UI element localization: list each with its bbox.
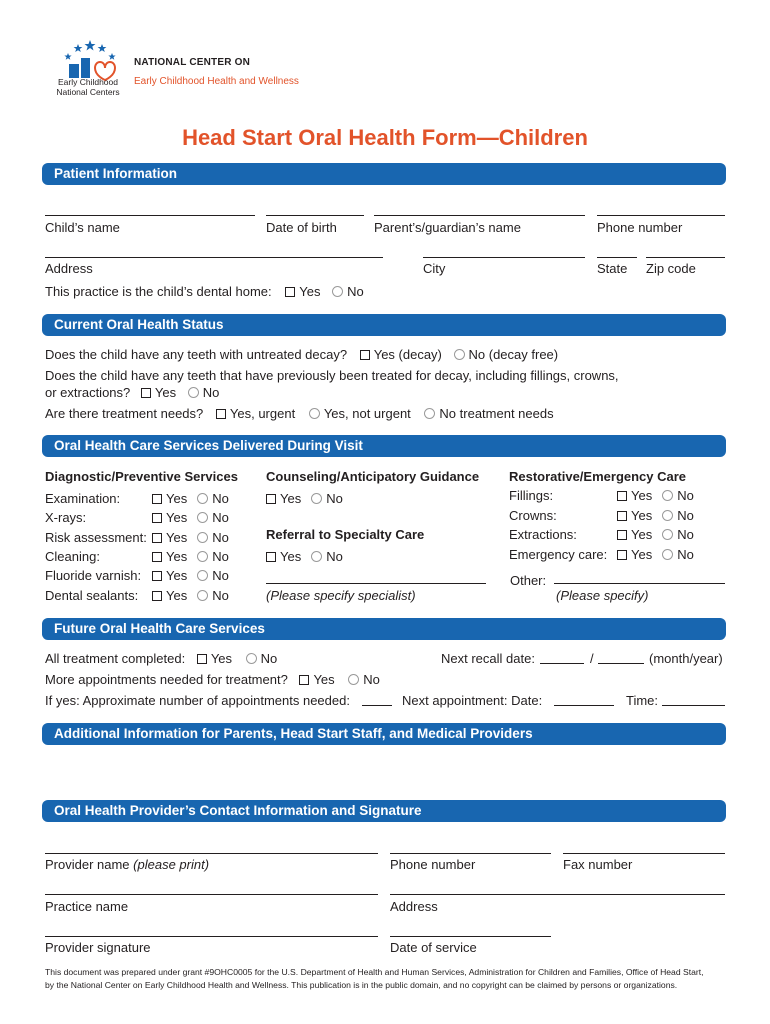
yes-option[interactable]: Yes bbox=[152, 491, 187, 506]
dental-home-no[interactable]: No bbox=[332, 284, 364, 299]
city-label: City bbox=[423, 261, 446, 276]
restorative-row-extractions: Extractions: Yes No bbox=[509, 527, 694, 542]
restorative-row-emergency: Emergency care: Yes No bbox=[509, 547, 694, 562]
restorative-row-fillings: Fillings: Yes No bbox=[509, 488, 694, 503]
checkbox-icon[interactable] bbox=[152, 513, 162, 523]
checkbox-icon[interactable] bbox=[285, 287, 295, 297]
checkbox-icon[interactable] bbox=[152, 494, 162, 504]
radio-icon[interactable] bbox=[197, 570, 208, 581]
restorative-row-crowns: Crowns: Yes No bbox=[509, 508, 694, 523]
no-option[interactable]: No bbox=[197, 588, 229, 603]
needs-not-urgent[interactable]: Yes, not urgent bbox=[309, 406, 411, 421]
checkbox-icon[interactable] bbox=[299, 675, 309, 685]
no-option[interactable]: No bbox=[197, 549, 229, 564]
service-row-sealants: Dental sealants: Yes No bbox=[45, 588, 229, 603]
practice-address-line[interactable] bbox=[390, 894, 725, 895]
service-row-examination: Examination: Yes No bbox=[45, 491, 229, 506]
decay-yes[interactable]: Yes (decay) bbox=[360, 347, 442, 362]
checkbox-icon[interactable] bbox=[266, 494, 276, 504]
no-treatment-needs[interactable]: No treatment needs bbox=[424, 406, 553, 421]
radio-icon[interactable] bbox=[197, 512, 208, 523]
radio-icon[interactable] bbox=[197, 532, 208, 543]
yes-option[interactable]: Yes bbox=[152, 530, 187, 545]
checkbox-icon[interactable] bbox=[141, 388, 151, 398]
zip-line[interactable] bbox=[646, 257, 725, 258]
section-header-patient: Patient Information bbox=[42, 163, 726, 185]
month-year-label: (month/year) bbox=[649, 651, 723, 666]
service-row-fluoride: Fluoride varnish: Yes No bbox=[45, 568, 229, 583]
logo-line-1: Early Childhood bbox=[57, 77, 118, 87]
yes-option[interactable]: Yes bbox=[617, 547, 652, 562]
radio-icon[interactable] bbox=[246, 653, 257, 664]
section-header-services: Oral Health Care Services Delivered During Visit bbox=[42, 435, 726, 457]
treatment-needs-question: Are there treatment needs? bbox=[45, 406, 204, 421]
radio-icon[interactable] bbox=[662, 510, 673, 521]
phone-line[interactable] bbox=[597, 215, 725, 216]
org-name-line-1: NATIONAL CENTER ON bbox=[134, 57, 251, 68]
recall-slash: / bbox=[590, 651, 594, 666]
state-line[interactable] bbox=[597, 257, 637, 258]
provider-fax-line[interactable] bbox=[563, 853, 725, 854]
yes-option[interactable]: Yes bbox=[266, 549, 301, 564]
footer-note: This document was prepared under grant #9OHC0005 for the U.S. Department of Health and Human Services, Administration for Children and Families, Office of Head Start, by the National Center on Early Childhood Health and Wellness. This publication is in the public domain, and no copyright can be claimed by persons or organizations. bbox=[45, 967, 704, 990]
other-note: (Please specify) bbox=[556, 588, 649, 603]
dental-home-yes[interactable]: Yes bbox=[285, 284, 320, 299]
practice-address-label: Address bbox=[390, 899, 438, 914]
checkbox-icon[interactable] bbox=[617, 511, 627, 521]
treated-question-line-1: Does the child have any teeth that have previously been treated for decay, including fillings, crowns, bbox=[45, 368, 619, 383]
logo-line-2: National Centers bbox=[56, 87, 120, 97]
date-of-service-line[interactable] bbox=[390, 936, 551, 937]
checkbox-icon[interactable] bbox=[617, 530, 627, 540]
time-line[interactable] bbox=[662, 705, 725, 706]
other-label: Other: bbox=[510, 573, 547, 588]
counseling-title: Counseling/Anticipatory Guidance bbox=[266, 469, 480, 484]
radio-icon[interactable] bbox=[662, 490, 673, 501]
yes-option[interactable]: Yes bbox=[152, 510, 187, 525]
radio-icon[interactable] bbox=[311, 493, 322, 504]
section-header-provider: Oral Health Provider’s Contact Information and Signature bbox=[42, 800, 726, 822]
practice-name-line[interactable] bbox=[45, 894, 378, 895]
no-option[interactable]: No bbox=[197, 510, 229, 525]
treated-no[interactable]: No bbox=[188, 385, 220, 400]
dob-line[interactable] bbox=[266, 215, 364, 216]
checkbox-icon[interactable] bbox=[617, 491, 627, 501]
signature-line[interactable] bbox=[45, 936, 378, 937]
recall-year-line[interactable] bbox=[598, 663, 644, 664]
more-needed-no[interactable]: No bbox=[348, 672, 380, 687]
provider-phone-label: Phone number bbox=[390, 857, 476, 872]
zip-label: Zip code bbox=[646, 261, 696, 276]
address-label: Address bbox=[45, 261, 93, 276]
radio-icon[interactable] bbox=[662, 529, 673, 540]
state-label: State bbox=[597, 261, 628, 276]
no-option[interactable]: No bbox=[311, 549, 343, 564]
dental-home-question: This practice is the child’s dental home: bbox=[45, 284, 272, 299]
yes-option[interactable]: Yes bbox=[266, 491, 301, 506]
child-name-line[interactable] bbox=[45, 215, 255, 216]
checkbox-icon[interactable] bbox=[152, 552, 162, 562]
service-row-xrays: X-rays: Yes No bbox=[45, 510, 229, 525]
phone-label: Phone number bbox=[597, 220, 683, 235]
approx-appointments-line[interactable] bbox=[362, 705, 392, 706]
no-option[interactable]: No bbox=[662, 527, 694, 542]
decay-question-row bbox=[45, 347, 558, 362]
next-appointment-label: Next appointment: Date: bbox=[402, 693, 543, 708]
checkbox-icon[interactable] bbox=[216, 409, 226, 419]
next-appointment-date-line[interactable] bbox=[554, 705, 614, 706]
more-needed-question: More appointments needed for treatment? bbox=[45, 672, 288, 687]
yes-option[interactable]: Yes bbox=[617, 508, 652, 523]
no-option[interactable]: No bbox=[197, 491, 229, 506]
radio-icon[interactable] bbox=[348, 674, 359, 685]
page-title: Head Start Oral Health Form—Children bbox=[182, 125, 588, 150]
restorative-title: Restorative/Emergency Care bbox=[509, 469, 687, 484]
time-label: Time: bbox=[626, 693, 659, 708]
more-needed-row bbox=[45, 672, 380, 687]
approx-appointments-label: If yes: Approximate number of appointments needed: bbox=[45, 693, 350, 708]
radio-icon[interactable] bbox=[662, 549, 673, 560]
radio-icon[interactable] bbox=[424, 408, 435, 419]
specialist-line[interactable] bbox=[266, 583, 486, 584]
radio-icon[interactable] bbox=[311, 551, 322, 562]
provider-name-line[interactable] bbox=[45, 853, 378, 854]
decay-question: Does the child have any teeth with untreated decay? bbox=[45, 347, 348, 362]
treated-yes[interactable]: Yes bbox=[141, 385, 176, 400]
checkbox-icon[interactable] bbox=[152, 571, 162, 581]
treated-question-row bbox=[45, 385, 219, 400]
date-of-service-label: Date of service bbox=[390, 940, 477, 955]
dob-label: Date of birth bbox=[266, 220, 337, 235]
section-header-additional: Additional Information for Parents, Head Start Staff, and Medical Providers bbox=[42, 723, 726, 745]
recall-label: Next recall date: bbox=[441, 651, 535, 666]
no-option[interactable]: No bbox=[662, 508, 694, 523]
provider-fax-label: Fax number bbox=[563, 857, 633, 872]
decay-no[interactable]: No (decay free) bbox=[454, 347, 559, 362]
checkbox-icon[interactable] bbox=[617, 550, 627, 560]
specialist-note: (Please specify specialist) bbox=[266, 588, 416, 603]
needs-urgent[interactable]: Yes, urgent bbox=[216, 406, 295, 421]
completed-row bbox=[45, 651, 277, 666]
no-option[interactable]: No bbox=[197, 530, 229, 545]
radio-icon[interactable] bbox=[197, 590, 208, 601]
child-name-label: Child’s name bbox=[45, 220, 120, 235]
yes-option[interactable]: Yes bbox=[152, 568, 187, 583]
provider-phone-line[interactable] bbox=[390, 853, 551, 854]
yes-option[interactable]: Yes bbox=[617, 527, 652, 542]
org-name-line-2: Early Childhood Health and Wellness bbox=[134, 76, 299, 87]
radio-icon[interactable] bbox=[197, 493, 208, 504]
yes-option[interactable]: Yes bbox=[617, 488, 652, 503]
completed-yes[interactable]: Yes bbox=[197, 651, 232, 666]
service-row-risk: Risk assessment: Yes No bbox=[45, 530, 229, 545]
checkbox-icon[interactable] bbox=[266, 552, 276, 562]
radio-icon[interactable] bbox=[332, 286, 343, 297]
guardian-label: Parent’s/guardian’s name bbox=[374, 220, 521, 235]
no-option[interactable]: No bbox=[197, 568, 229, 583]
service-row-cleaning: Cleaning: Yes No bbox=[45, 549, 229, 564]
completed-no[interactable]: No bbox=[246, 651, 278, 666]
radio-icon[interactable] bbox=[188, 387, 199, 398]
signature-label: Provider signature bbox=[45, 940, 151, 955]
address-line[interactable] bbox=[45, 257, 383, 258]
radio-icon[interactable] bbox=[309, 408, 320, 419]
no-option[interactable]: No bbox=[311, 491, 343, 506]
no-option[interactable]: No bbox=[662, 547, 694, 562]
treatment-needs-row bbox=[45, 406, 554, 421]
referral-title: Referral to Specialty Care bbox=[266, 527, 425, 542]
checkbox-icon[interactable] bbox=[152, 591, 162, 601]
treated-question-line-2: or extractions? bbox=[45, 385, 131, 400]
counseling-row bbox=[266, 491, 343, 506]
no-option[interactable]: No bbox=[662, 488, 694, 503]
checkbox-icon[interactable] bbox=[360, 350, 370, 360]
section-header-future: Future Oral Health Care Services bbox=[42, 618, 726, 640]
other-line[interactable] bbox=[554, 583, 725, 584]
guardian-line[interactable] bbox=[374, 215, 585, 216]
diagnostic-title: Diagnostic/Preventive Services bbox=[45, 469, 238, 484]
provider-name-label: Provider name (please print) bbox=[45, 857, 210, 872]
completed-question: All treatment completed: bbox=[45, 651, 186, 666]
yes-option[interactable]: Yes bbox=[152, 549, 187, 564]
yes-option[interactable]: Yes bbox=[152, 588, 187, 603]
section-header-status: Current Oral Health Status bbox=[42, 314, 726, 336]
city-line[interactable] bbox=[423, 257, 585, 258]
checkbox-icon[interactable] bbox=[197, 654, 207, 664]
radio-icon[interactable] bbox=[197, 551, 208, 562]
dental-home-row bbox=[45, 284, 364, 299]
practice-name-label: Practice name bbox=[45, 899, 129, 914]
referral-row bbox=[266, 549, 343, 564]
checkbox-icon[interactable] bbox=[152, 533, 162, 543]
recall-month-line[interactable] bbox=[540, 663, 584, 664]
radio-icon[interactable] bbox=[454, 349, 465, 360]
more-needed-yes[interactable]: Yes bbox=[299, 672, 334, 687]
